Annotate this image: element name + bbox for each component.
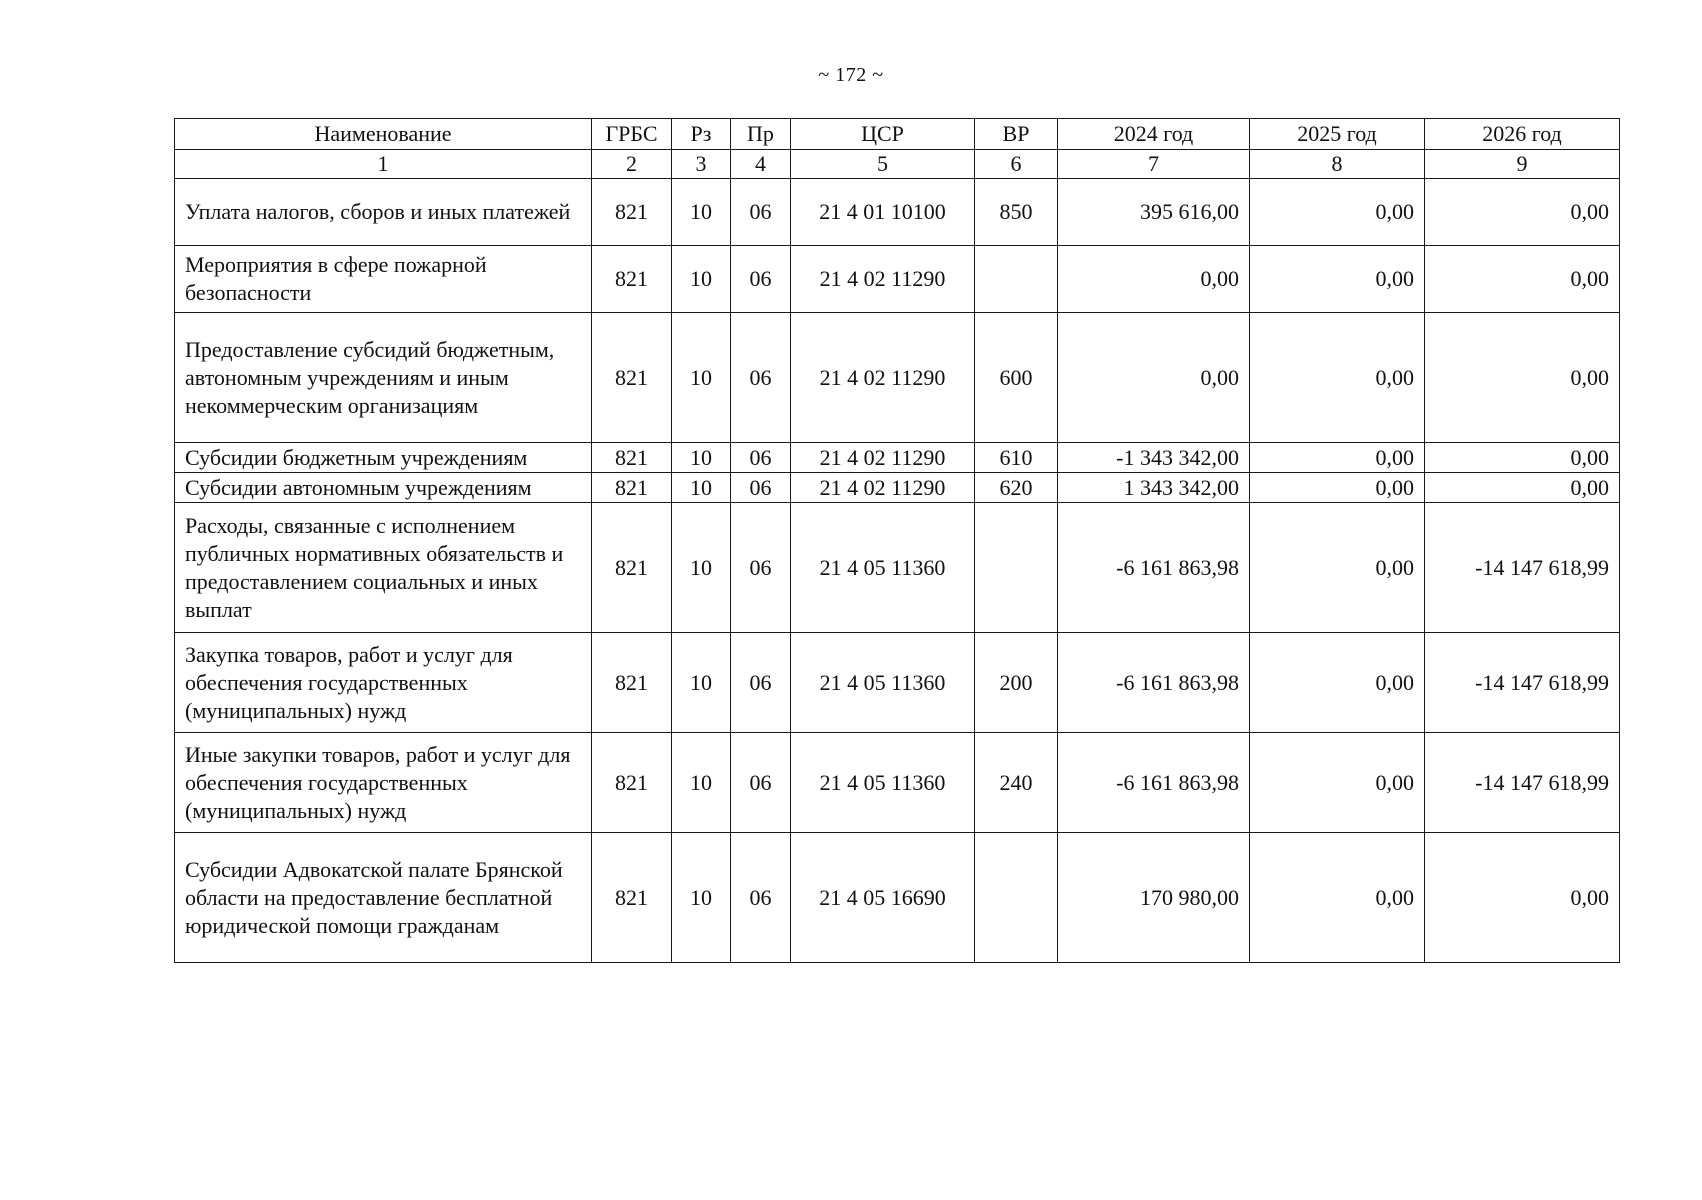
row-2024: -1 343 342,00 — [1058, 443, 1250, 473]
table-row — [175, 733, 1620, 833]
row-name: Уплата налогов, сборов и иных платежей — [175, 179, 592, 246]
row-2024: 0,00 — [1058, 246, 1250, 313]
column-number-row — [175, 150, 1620, 179]
row-2026: 0,00 — [1425, 443, 1620, 473]
row-pr: 06 — [731, 179, 791, 246]
row-grbs: 821 — [592, 246, 672, 313]
row-name: Субсидии Адвокатской палате Брянской области на предоставление бесплатной юридической помощи гражданам — [175, 833, 592, 963]
row-rz: 10 — [672, 443, 731, 473]
row-name: Иные закупки товаров, работ и услуг для обеспечения государственных (муниципальных) нужд — [175, 733, 592, 833]
row-csr: 21 4 05 16690 — [791, 833, 975, 963]
row-rz: 10 — [672, 313, 731, 443]
row-2024: -6 161 863,98 — [1058, 633, 1250, 733]
table-row — [175, 179, 1620, 246]
row-2024: 1 343 342,00 — [1058, 473, 1250, 503]
row-rz: 10 — [672, 633, 731, 733]
row-grbs: 821 — [592, 179, 672, 246]
column-number: 1 — [175, 150, 592, 179]
row-rz: 10 — [672, 246, 731, 313]
row-vr: 200 — [975, 633, 1058, 733]
row-pr: 06 — [731, 633, 791, 733]
row-2025: 0,00 — [1250, 313, 1425, 443]
table-row — [175, 246, 1620, 313]
row-csr: 21 4 05 11360 — [791, 503, 975, 633]
row-pr: 06 — [731, 313, 791, 443]
column-number: 7 — [1058, 150, 1250, 179]
row-grbs: 821 — [592, 503, 672, 633]
row-2025: 0,00 — [1250, 246, 1425, 313]
row-2026: -14 147 618,99 — [1425, 503, 1620, 633]
row-vr: 610 — [975, 443, 1058, 473]
row-pr: 06 — [731, 733, 791, 833]
row-name: Мероприятия в сфере пожарной безопасности — [175, 246, 592, 313]
column-number: 6 — [975, 150, 1058, 179]
page-number: ~ 172 ~ — [818, 64, 884, 86]
row-pr: 06 — [731, 246, 791, 313]
row-vr: 620 — [975, 473, 1058, 503]
row-name: Закупка товаров, работ и услуг для обеспечения государственных (муниципальных) нужд — [175, 633, 592, 733]
row-pr: 06 — [731, 473, 791, 503]
row-2025: 0,00 — [1250, 733, 1425, 833]
row-rz: 10 — [672, 179, 731, 246]
column-number: 8 — [1250, 150, 1425, 179]
column-number: 3 — [672, 150, 731, 179]
table-row — [175, 313, 1620, 443]
header-vr: ВР — [975, 119, 1058, 150]
row-csr: 21 4 02 11290 — [791, 246, 975, 313]
header-rz: Рз — [672, 119, 731, 150]
row-grbs: 821 — [592, 473, 672, 503]
row-2024: -6 161 863,98 — [1058, 733, 1250, 833]
row-csr: 21 4 05 11360 — [791, 733, 975, 833]
column-number: 9 — [1425, 150, 1620, 179]
row-csr: 21 4 02 11290 — [791, 473, 975, 503]
column-number: 5 — [791, 150, 975, 179]
row-2026: 0,00 — [1425, 473, 1620, 503]
table-row — [175, 633, 1620, 733]
row-2026: -14 147 618,99 — [1425, 733, 1620, 833]
row-2025: 0,00 — [1250, 179, 1425, 246]
header-csr: ЦСР — [791, 119, 975, 150]
row-name: Расходы, связанные с исполнением публичных нормативных обязательств и предоставлением социальных и иных выплат — [175, 503, 592, 633]
row-2026: 0,00 — [1425, 179, 1620, 246]
row-rz: 10 — [672, 503, 731, 633]
row-2025: 0,00 — [1250, 503, 1425, 633]
row-pr: 06 — [731, 833, 791, 963]
header-name: Наименование — [175, 119, 592, 150]
row-csr: 21 4 05 11360 — [791, 633, 975, 733]
header-2025: 2025 год — [1250, 119, 1425, 150]
row-vr — [975, 833, 1058, 963]
table-row — [175, 833, 1620, 963]
header-grbs: ГРБС — [592, 119, 672, 150]
row-grbs: 821 — [592, 313, 672, 443]
header-2026: 2026 год — [1425, 119, 1620, 150]
column-number: 4 — [731, 150, 791, 179]
column-number: 2 — [592, 150, 672, 179]
row-rz: 10 — [672, 733, 731, 833]
row-rz: 10 — [672, 833, 731, 963]
row-pr: 06 — [731, 503, 791, 633]
header-pr: Пр — [731, 119, 791, 150]
row-2026: 0,00 — [1425, 246, 1620, 313]
row-2026: 0,00 — [1425, 313, 1620, 443]
row-csr: 21 4 02 11290 — [791, 313, 975, 443]
row-pr: 06 — [731, 443, 791, 473]
row-2024: 0,00 — [1058, 313, 1250, 443]
row-csr: 21 4 02 11290 — [791, 443, 975, 473]
row-2025: 0,00 — [1250, 473, 1425, 503]
header-row — [175, 119, 1620, 150]
row-2025: 0,00 — [1250, 833, 1425, 963]
row-rz: 10 — [672, 473, 731, 503]
row-grbs: 821 — [592, 443, 672, 473]
row-name: Субсидии бюджетным учреждениям — [175, 443, 592, 473]
row-vr: 600 — [975, 313, 1058, 443]
table-row — [175, 503, 1620, 633]
row-2025: 0,00 — [1250, 443, 1425, 473]
row-name: Субсидии автономным учреждениям — [175, 473, 592, 503]
row-grbs: 821 — [592, 733, 672, 833]
row-2026: -14 147 618,99 — [1425, 633, 1620, 733]
row-2024: 395 616,00 — [1058, 179, 1250, 246]
row-vr — [975, 503, 1058, 633]
row-2024: -6 161 863,98 — [1058, 503, 1250, 633]
budget-table — [174, 118, 1620, 963]
header-2024: 2024 год — [1058, 119, 1250, 150]
row-2024: 170 980,00 — [1058, 833, 1250, 963]
row-vr — [975, 246, 1058, 313]
table-row — [175, 443, 1620, 473]
row-vr: 850 — [975, 179, 1058, 246]
row-csr: 21 4 01 10100 — [791, 179, 975, 246]
row-2026: 0,00 — [1425, 833, 1620, 963]
table-row — [175, 473, 1620, 503]
row-grbs: 821 — [592, 833, 672, 963]
row-2025: 0,00 — [1250, 633, 1425, 733]
row-vr: 240 — [975, 733, 1058, 833]
row-grbs: 821 — [592, 633, 672, 733]
row-name: Предоставление субсидий бюджетным, автономным учреждениям и иным некоммерческим организациям — [175, 313, 592, 443]
